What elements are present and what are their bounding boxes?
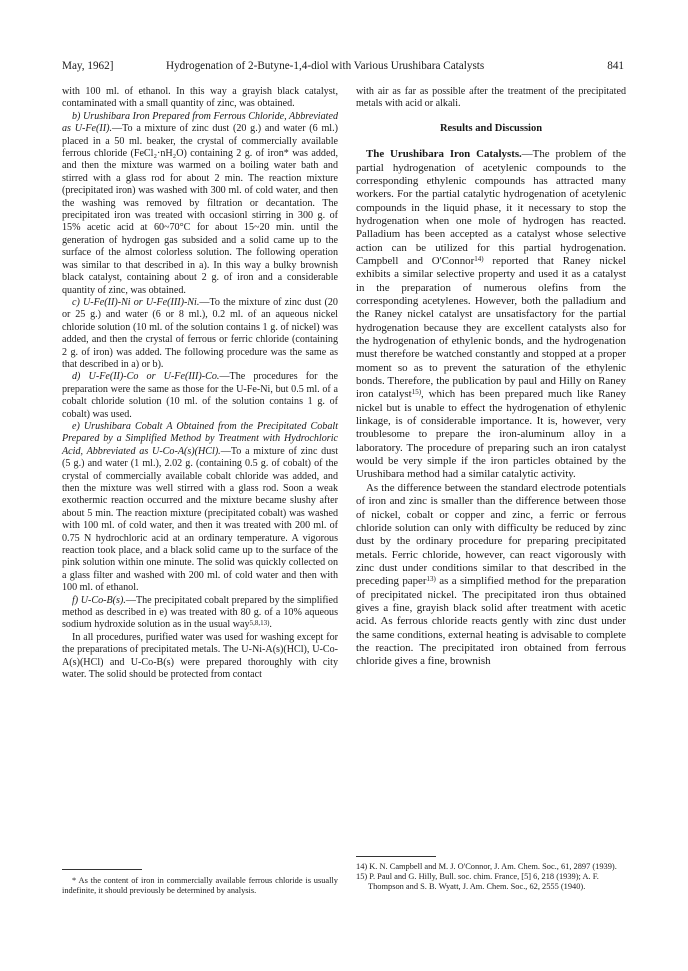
paragraph-text: —To the mixture of zinc dust (20 or 25 g.) and water (6 or 8 ml.), 0.2 ml. of an aqueous nickel chloride solution (10 ml. of the solution contains 1 g. of nickel) was added, and then the crystal of ferrous or ferric chloride (containing 2 g. of iron) was added. The following procedure was the same as that described in a) or b). — [62, 296, 338, 370]
subheading: b) Urushibara Iron Prepared from Ferrous Chloride, Abbreviated as U-Fe(II). — [62, 110, 338, 135]
paragraph-text: —To a mixture of zinc dust (20 g.) and water (6 ml.) placed in a 50 ml. beaker, the crystal of commercially available ferrous chloride (FeCl₂·nH₂O) containing 2 g. of iron* was added, and then the mixture was warmed on a boiling water bath and stirred with a glass rod for about 2 min. The reaction mixture (precipitated iron) was washed with 300 ml. of cold water, and then the washing was removed by filtration or decantation. The precipitated iron was treated with occasionl stirring in 300 g. of 15% acetic acid at 60~70°C for about 15~20 min. until the generation of hydrogen gas subsided and a solid came up to the surface of the almost colorless solution. The following operation was similar to that described in a). In this way a bulky brownish black catalyst, containing about 2 g. of iron and a considerable quantity of zinc, was obtained. — [62, 123, 338, 296]
paragraph-text: —The procedures for the preparation were the same as those for the U-Fe-Ni, but 0.5 ml. of a cobalt chloride solution (10 ml. of the solution contains 1 g. of cobalt) was used. — [62, 371, 338, 420]
citation-ref: 13) — [426, 575, 436, 584]
footnote-left — [62, 876, 338, 896]
citation-ref: 14) — [474, 254, 484, 263]
citation-ref: 5,8,13) — [249, 619, 270, 628]
reference-15: 15) P. Paul and G. Hilly, Bull. soc. chim. France, [5] 6, 218 (1939); A. F. Thompson and S. B. Wyatt, J. Am. Chem. Soc., 62, 2555 (1940). — [356, 872, 599, 892]
paragraph-f — [62, 595, 338, 632]
reference-14: 14) K. N. Campbell and M. J. O'Connor, J. Am. Chem. Soc., 61, 2897 (1939). — [356, 862, 617, 871]
paragraph: with 100 ml. of ethanol. In this way a grayish black catalyst, contaminated with a small quantity of zinc, was obtained. — [62, 86, 338, 110]
paragraph: In all procedures, purified water was used for washing except for the preparations of precipitated metals. The U-Ni-A(s)(HCl), U-Co-A(s)(HCl) and U-Co-B(s) were prepared thoroughly with city water. The solid should be protected from contact — [62, 631, 338, 681]
subheading: c) U-Fe(II)-Ni or U-Fe(III)-Ni. — [72, 296, 200, 308]
paragraph-c — [62, 297, 338, 371]
footnote-rule — [62, 869, 142, 870]
paragraph: with air as far as possible after the treatment of the precipitated metals with acid or alkali. — [356, 86, 626, 110]
footnote: * As the content of iron in commercially available ferrous chloride is usually indefinite, it should previously be determined by analysis. — [62, 876, 338, 895]
paragraph-text: , which has been prepared much like Raney nickel but is unable to effect the hydrogenation of ethylenic linkage, is of considerable importance. It is, however, very troublesome to prepare the iron-aluminum alloy in a laboratory. The procedure of preparing such an iron catalyst would be very simple if the iron particles obtained by the Urushibara method had a similar catalytic activity. — [356, 388, 626, 481]
footnote-rule — [356, 856, 436, 857]
paragraph-iron-catalysts — [356, 148, 626, 482]
subheading: e) Urushibara Cobalt A Obtained from the Precipitated Cobalt Prepared by a Simplified Method by Treatment with Hydrochloric Acid, Abbreviated as U-Co-A(s)(HCl). — [62, 420, 338, 457]
header-title: Hydrogenation of 2-Butyne-1,4-diol with Various Urushibara Catalysts — [166, 60, 485, 72]
paragraph-text: reported that Raney nickel exhibits a similar selective property and used it as a catalyst in the preparation of numerous olefins from the corresponding acetylenes. However, both the palladium and the Raney nickel catalyst are unsatisfactory for the partial hydrogenation because they are excellent catalysts also for the hydrogenation of ethylenic bonds, and the hydrogenation must therefore be watched constantly and stopped at a proper moment so as to prevent the saturation of the ethylenic bonds. Therefore, the publication by paul and Hilly on Raney iron catalyst — [356, 254, 626, 401]
left-column — [62, 86, 338, 682]
subheading: d) U-Fe(II)-Co or U-Fe(III)-Co. — [72, 371, 220, 383]
paragraph-text: —The problem of the partial hydrogenation of acetylenic compounds to the corresponding ethylenic compounds has attracted many workers. For the partial catalytic hydrogenation of acetylenic compounds in the liquid phase, it it necessary to stop the hydrogenation when one mole of hydrogen has reacted. Palladium has been accepted as a catalyst whose selective action can be utilized for this partial hydrogenation. Campbell and O'Connor — [356, 148, 626, 267]
paragraph-d — [62, 371, 338, 421]
footnote-right — [356, 862, 626, 893]
section-heading: Results and Discussion — [439, 122, 543, 134]
page-number: 841 — [607, 60, 624, 72]
paragraph-text: As the difference between the standard electrode potentials of iron and zinc is smaller than the difference between those of nickel, cobalt or copper and zinc, a ferric or ferrous chloride solution can only with difficulty be reduced by zinc dust by the ordinary procedure for preparing precipitated metals. Ferric chloride, however, can react vigorously with zinc dust under conditions similar to that described in the preceding paper — [356, 481, 626, 588]
header-date: May, 1962] — [62, 60, 114, 72]
paragraph-text: —To a mixture of zinc dust (5 g.) and water (1 ml.), 2.02 g. (containing 0.5 g. of cobalt) of the crystal of commercially available cobalt chloride was added, and then the mixture was well stirred with a glass rod. Soon a weak exothermic reaction occurred and the mixture became slushy after about 5 min. The reaction mixture (precipitated cobalt) was washed with 100 ml. of cold water, and then it was treated with 200 ml. of 0.75 N hydrochloric acid at an ordinary temperature. A vigorous reaction took place, and a black solid came up to the surface of the pink solution within one minute. The solid was quickly collected on a glass filter and washed with 200 ml. of cold water and then with 100 ml. of ethanol. — [62, 445, 339, 594]
paragraph-text: as a simplified method for the preparation of precipitated nickel. The precipitated iron thus obtained gives a fine, grayish black solid after treatment with acetic acid. As ferrous chloride reacts gently with zinc dust under the same conditions, external heating is advisable to complete the reaction. The precipitated iron obtained from ferrous chloride gives a fine, brownish — [356, 575, 627, 668]
paragraph-e — [62, 421, 338, 595]
running-header — [62, 60, 624, 76]
citation-ref: 15) — [411, 388, 422, 397]
paragraph-b — [62, 111, 338, 297]
subheading: f) U-Co-B(s). — [72, 594, 126, 606]
right-column — [356, 86, 626, 669]
paragraph-electrode-potentials — [356, 482, 626, 669]
paragraph-text: —The precipitated cobalt prepared by the simplified method as described in e) was treated with 80 g. of a 10% aqueous sodium hydroxide solution as in the usual way — [62, 594, 339, 631]
run-in-heading: The Urushibara Iron Catalysts. — [366, 148, 522, 161]
paragraph-text: . — [269, 619, 272, 631]
